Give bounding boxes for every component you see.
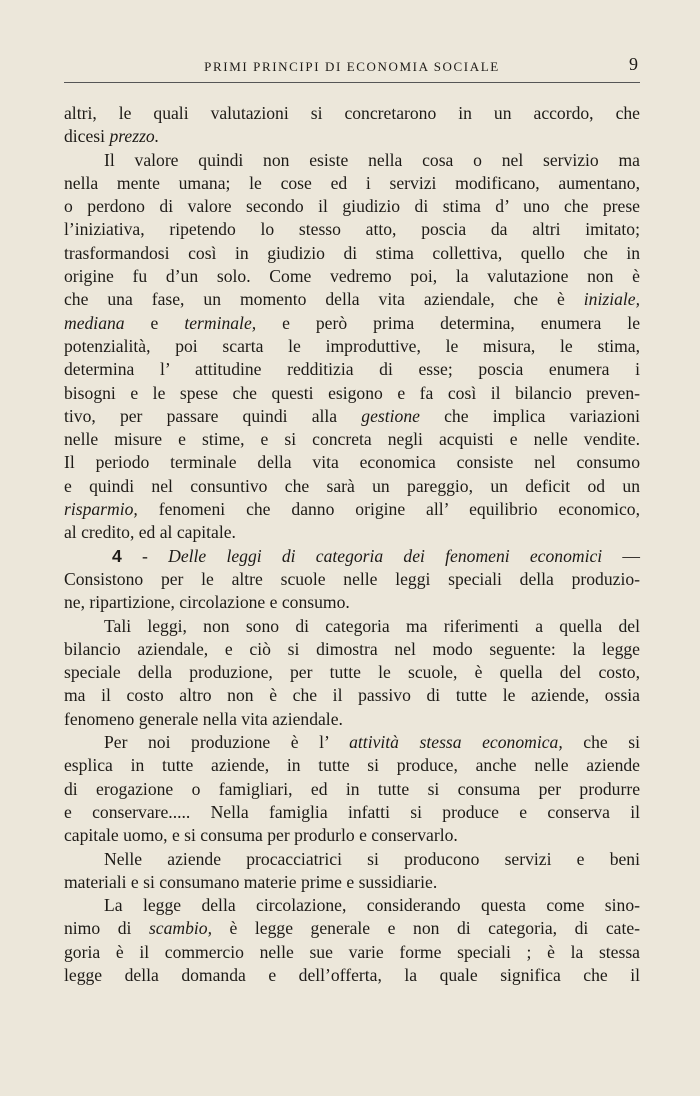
text-line: materiali e si consumano materie prime e sussidiarie.: [64, 871, 438, 892]
text-line: di erogazione o famigliari, ed in tutte si consuma per produrre: [64, 778, 640, 799]
running-header: [64, 52, 640, 83]
paragraph-start: Il valore quindi non esiste nella cosa o nel servizio ma: [104, 149, 640, 170]
text-line: goria è il commercio nelle sue varie forme speciali ; è la stessa: [64, 941, 640, 962]
text-line: origine fu d’un solo. Come vedremo poi, la valutazione non è: [64, 266, 640, 287]
text-line: che una fase, un momento della vita aziendale, che è iniziale,: [64, 289, 640, 310]
text-line: al credito, ed al capitale.: [64, 522, 236, 543]
paragraph-start: Tali leggi, non sono di categoria ma riferimenti a quella del: [104, 615, 640, 636]
paragraph-start: La legge della circolazione, considerando questa come sino-: [104, 895, 640, 916]
text-line: dicesi prezzo.: [64, 126, 160, 147]
text-line: l’iniziativa, ripetendo lo stesso atto, poscia da altri imitato;: [64, 219, 640, 240]
text-line: bilancio aziendale, e ciò si dimostra nel modo seguente: la legge: [64, 638, 640, 659]
text-line: bisogni e le spese che questi esigono e fa così il bilancio preven-: [64, 382, 640, 403]
section-heading: 4 - Delle leggi di categoria dei fenomeni economici —: [112, 545, 640, 566]
text-line: potenzialità, poi scarta le improduttive, le misura, le stima,: [64, 335, 640, 356]
section-number: 4: [112, 545, 122, 566]
running-title: PRIMI PRINCIPI DI ECONOMIA SOCIALE: [204, 59, 500, 74]
section-title: Delle leggi di categoria dei fenomeni economici: [168, 545, 603, 566]
text-line: determina l’ attitudine redditizia di esse; poscia enumera i: [64, 359, 640, 380]
page-number: 9: [629, 54, 638, 74]
paragraph-start: Per noi produzione è l’ attività stessa economica, che si: [104, 732, 641, 753]
text-line: nelle misure e stime, e si concreta negli acquisti e nelle vendite.: [64, 429, 640, 450]
text-line: altri, le quali valutazioni si concretarono in un accordo, che: [64, 103, 640, 123]
body-text: [64, 102, 640, 987]
text-line: nella mente umana; le cose ed i servizi modificano, aumentano,: [64, 172, 640, 193]
text-line: e conservare..... Nella famiglia infatti si produce e conserva il: [64, 801, 640, 822]
text-line: risparmio, fenomeni che danno origine all’ equilibrio economico,: [64, 499, 640, 520]
text-line: mediana e terminale, e però prima determina, enumera le: [64, 312, 641, 333]
text-line: ma il costo altro non è che il passivo di tutte le aziende, ossia: [64, 685, 640, 706]
text-line: Il periodo terminale della vita economica consiste nel consumo: [64, 452, 640, 473]
text-line: e quindi nel consuntivo che sarà un pareggio, un deficit od un: [64, 475, 640, 496]
text-line: trasformandosi così in giudizio di stima collettiva, quello che in: [64, 242, 640, 263]
paragraph-start: Nelle aziende procacciatrici si producono servizi e beni: [104, 848, 640, 869]
text-line: nimo di scambio, è legge generale e non di categoria, di cate-: [64, 918, 640, 939]
text-line: ne, ripartizione, circolazione e consumo.: [64, 592, 350, 613]
text-line: Consistono per le altre scuole nelle leggi speciali della produzio-: [64, 568, 640, 589]
text-line: legge della domanda e dell’offerta, la quale significa che il: [64, 964, 640, 985]
text-line: esplica in tutte aziende, in tutte si produce, anche nelle aziende: [64, 755, 640, 776]
text-line: capitale uomo, e si consuma per produrlo e conservarlo.: [64, 825, 458, 846]
text-line: fenomeno generale nella vita aziendale.: [64, 708, 343, 729]
text-line: speciale della produzione, per tutte le scuole, è quella del costo,: [64, 662, 640, 683]
text-line: tivo, per passare quindi alla gestione che implica variazioni: [64, 405, 641, 426]
text-line: o perdono di valore secondo il giudizio di stima d’ uno che prese: [64, 196, 640, 217]
